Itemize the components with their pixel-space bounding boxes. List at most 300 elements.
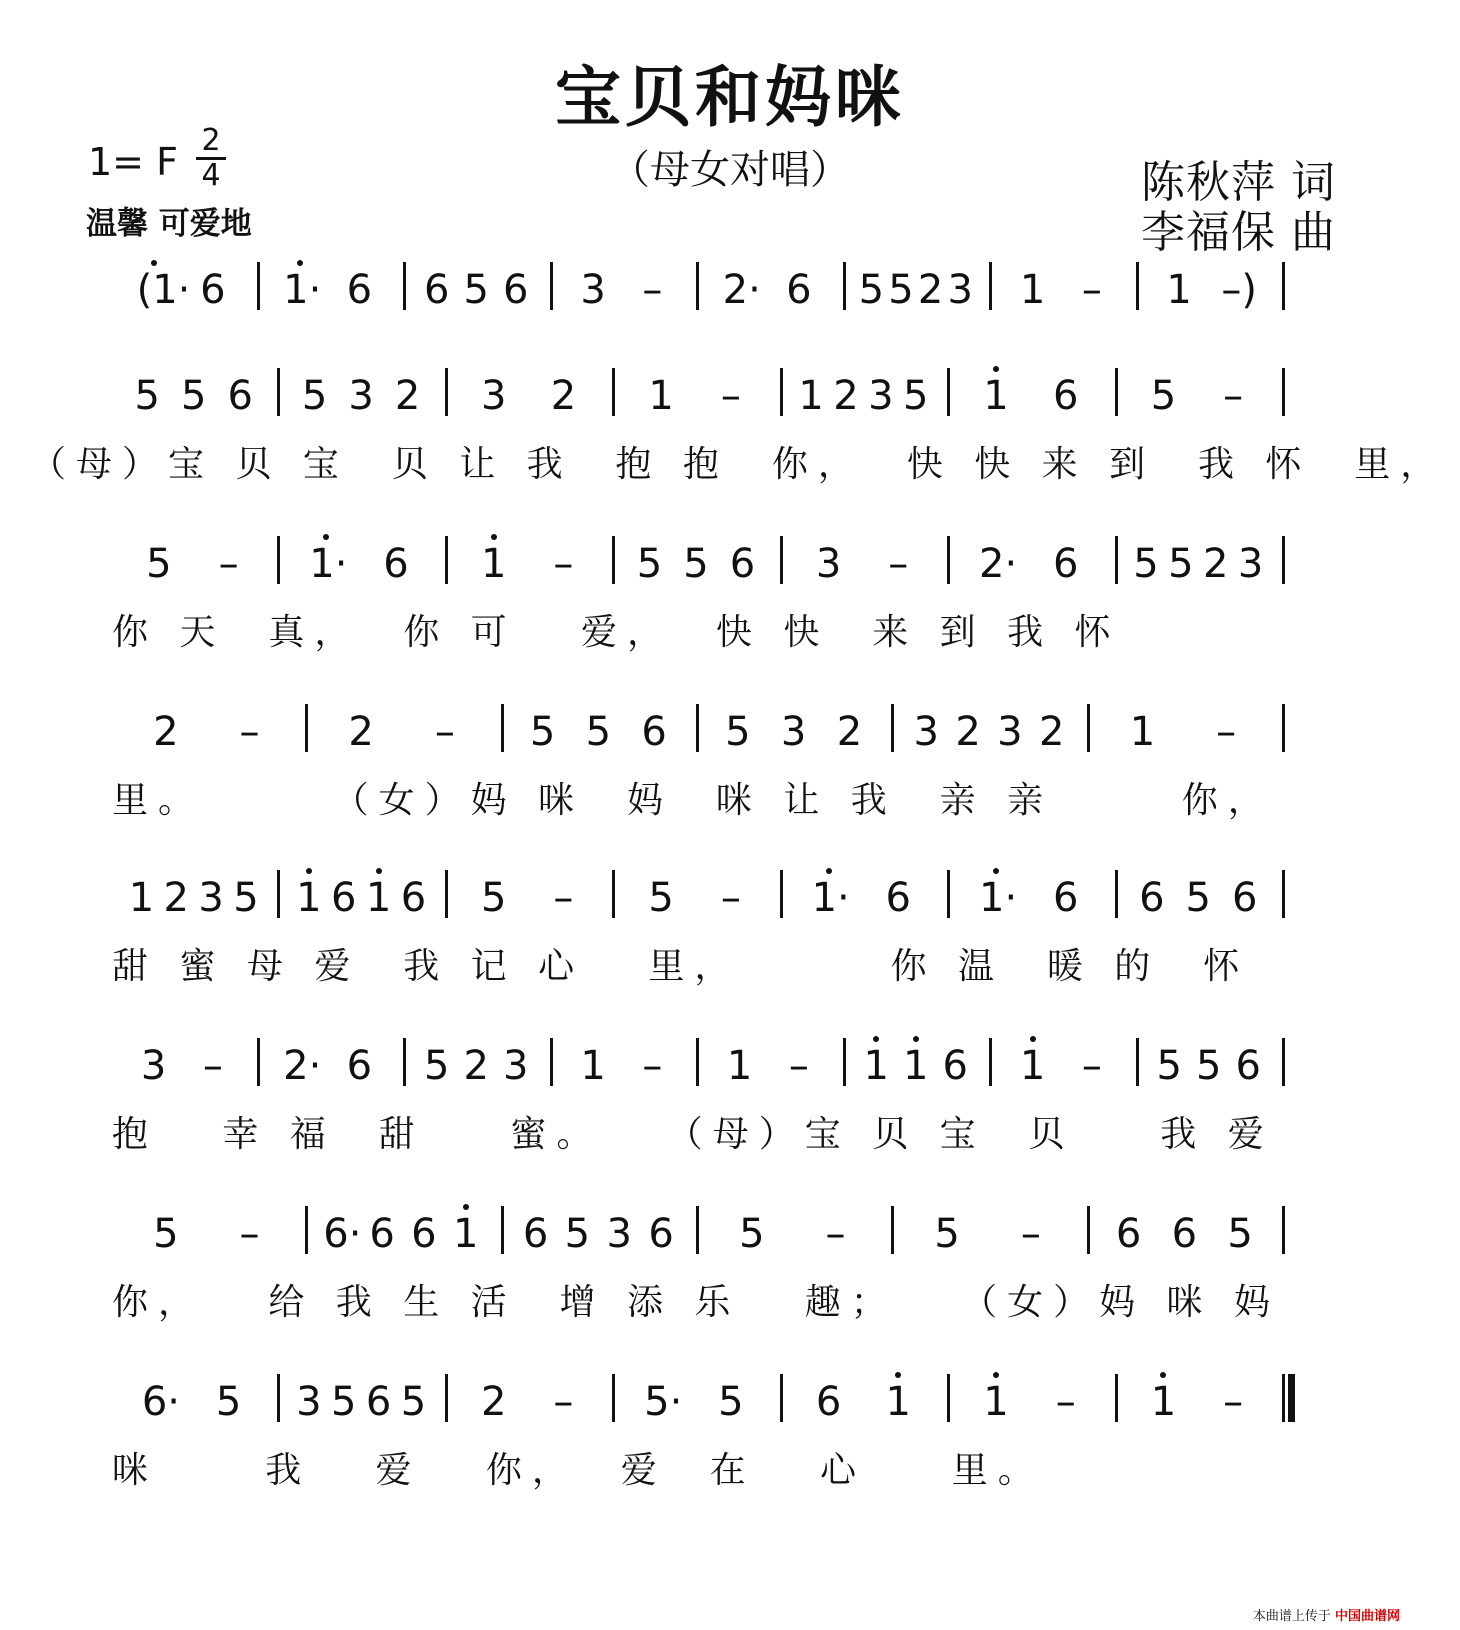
note [777, 709, 811, 755]
note [1152, 1043, 1186, 1089]
note-glyph: 6 [1235, 1043, 1261, 1089]
note [951, 709, 985, 755]
note [519, 1211, 553, 1257]
note [1164, 541, 1198, 587]
note-glyph: 1 [1129, 709, 1156, 755]
note [477, 875, 511, 921]
note [342, 1043, 376, 1089]
note-glyph: 2 [836, 709, 863, 755]
note [721, 709, 755, 755]
note-glyph: 1 [648, 373, 674, 419]
final-barline [1288, 1374, 1295, 1422]
note [323, 1211, 362, 1257]
note [635, 1043, 669, 1089]
note [342, 267, 376, 313]
note-glyph: 6 [1052, 373, 1079, 419]
note [811, 875, 850, 921]
note-glyph: 2 [955, 709, 981, 755]
note-glyph: 5 [480, 875, 507, 921]
note [292, 1379, 326, 1425]
note-glyph: – [1081, 1043, 1102, 1089]
note [159, 875, 193, 921]
note [1221, 267, 1257, 313]
barline [277, 368, 280, 416]
note [1049, 373, 1083, 419]
barline [947, 1374, 950, 1422]
note [477, 1379, 511, 1425]
note [212, 541, 246, 587]
barline [277, 1374, 280, 1422]
high-octave-dot [463, 1204, 469, 1210]
note-glyph: 1 [983, 373, 1009, 419]
note-glyph: 6 [383, 541, 409, 587]
note-glyph: 5 [134, 373, 160, 419]
note [283, 1043, 322, 1089]
barline [501, 704, 504, 752]
barline [612, 536, 615, 584]
high-octave-dot [297, 260, 303, 266]
note [1234, 541, 1268, 587]
note [194, 875, 228, 921]
note [196, 267, 230, 313]
barline [1136, 262, 1139, 310]
high-octave-dot [913, 1036, 919, 1042]
note-glyph: 6 [885, 875, 911, 921]
note-glyph: 2· [283, 1043, 322, 1089]
barline [947, 368, 950, 416]
note [725, 541, 759, 587]
note-glyph: – [1055, 1379, 1076, 1425]
note-glyph: 3 [997, 709, 1023, 755]
note-glyph: 1 [863, 1043, 889, 1089]
tempo-marking: 温馨 可爱地 [86, 206, 252, 242]
barline [1282, 1038, 1285, 1086]
song-title: 宝贝和妈咪 [555, 59, 905, 136]
note-glyph: – [888, 541, 909, 587]
note-glyph: 5· [644, 1379, 683, 1425]
barline [947, 536, 950, 584]
note-glyph: 5 [400, 1379, 427, 1425]
note-glyph: 5 [463, 267, 489, 313]
barline [1136, 1038, 1139, 1086]
note [407, 1211, 441, 1257]
note [449, 1211, 483, 1257]
note [499, 1043, 533, 1089]
note [477, 373, 511, 419]
note-glyph: (1· [136, 267, 191, 313]
note-glyph: 1 [726, 1043, 753, 1089]
note-glyph: 6 [411, 1211, 437, 1257]
note [1075, 1043, 1109, 1089]
note-glyph: 6 [346, 1043, 373, 1089]
note-glyph: 3 [606, 1211, 632, 1257]
note-glyph: 5 [888, 267, 914, 313]
note [396, 875, 430, 921]
note-glyph: 3 [913, 709, 939, 755]
note [177, 373, 211, 419]
note-glyph: – [720, 875, 741, 921]
note-glyph: 3 [947, 267, 973, 313]
note [979, 373, 1013, 419]
note [832, 709, 866, 755]
barline [1087, 704, 1090, 752]
note-glyph: 5 [330, 1379, 357, 1425]
note-glyph: 6 [227, 373, 253, 419]
high-octave-dot [993, 1372, 999, 1378]
footer-upload-text: 本曲谱上传于 [1252, 1609, 1331, 1624]
note-glyph: 1 [365, 875, 392, 921]
note [993, 709, 1027, 755]
barline [445, 536, 448, 584]
note [420, 1043, 454, 1089]
note-glyph: 3 [1237, 541, 1264, 587]
note [722, 267, 761, 313]
note-glyph: 6· [323, 1211, 362, 1257]
note [396, 1379, 430, 1425]
note-glyph: 5 [1156, 1043, 1182, 1089]
note-glyph: 5 [902, 373, 929, 419]
lyric-line: 你， 给 我 生 活 增 添 乐 趣； （女）妈 咪 妈 [112, 1282, 1280, 1323]
note [149, 709, 183, 755]
note [723, 1043, 757, 1089]
barline [501, 1206, 504, 1254]
note-glyph: 5 [1185, 875, 1211, 921]
barline [1282, 1206, 1285, 1254]
barline [445, 870, 448, 918]
high-octave-dot [323, 534, 329, 540]
note-glyph: 5 [683, 541, 709, 587]
note-glyph: – [1223, 373, 1244, 419]
note [1016, 1043, 1050, 1089]
note-glyph: 5 [718, 1379, 744, 1425]
note [420, 267, 454, 313]
barline [1115, 1374, 1118, 1422]
note [428, 709, 462, 755]
note [365, 1211, 399, 1257]
barline [989, 262, 992, 310]
barline [305, 704, 308, 752]
note-glyph: 3 [868, 373, 894, 419]
note-glyph: 5 [1168, 541, 1194, 587]
barline [780, 870, 783, 918]
note [714, 875, 748, 921]
note-glyph: 1 [580, 1043, 606, 1089]
note-glyph: 5 [153, 1211, 179, 1257]
note-glyph: 2 [833, 373, 859, 419]
note [864, 373, 898, 419]
note-glyph: 6 [1052, 541, 1079, 587]
note [819, 1211, 853, 1257]
note-glyph: 6 [729, 541, 756, 587]
barline [1115, 536, 1118, 584]
barline [780, 1374, 783, 1422]
note [1223, 1211, 1257, 1257]
note-glyph: 3 [140, 1043, 167, 1089]
note [1181, 875, 1215, 921]
note-glyph: 3 [580, 267, 606, 313]
note-glyph: 5 [180, 373, 207, 419]
barline [780, 536, 783, 584]
barline [257, 1038, 260, 1086]
note [899, 373, 933, 419]
note [327, 1379, 361, 1425]
note [560, 1211, 594, 1257]
site-logo: 中国曲谱网 [1334, 1609, 1400, 1624]
note-glyph: 5 [1133, 541, 1159, 587]
note [576, 267, 610, 313]
note [782, 1043, 816, 1089]
note-glyph: 2 [394, 373, 421, 419]
footer-watermark [1253, 1605, 1400, 1624]
note [344, 373, 378, 419]
lyric-line: 里。 （女）妈 咪 妈 咪 让 我 亲 亲 你， [112, 780, 1274, 821]
note [137, 1043, 171, 1089]
barline [612, 870, 615, 918]
barline [550, 262, 553, 310]
high-octave-dot [151, 260, 157, 266]
note [881, 875, 915, 921]
note [391, 373, 425, 419]
note-glyph: 1 [885, 1379, 911, 1425]
note-glyph: 5 [1150, 373, 1177, 419]
note [909, 709, 943, 755]
time-signature-top: 2 [201, 123, 221, 158]
note-glyph: 5 [1227, 1211, 1253, 1257]
note-glyph: 6· [141, 1379, 181, 1425]
note-glyph: 3 [503, 1043, 529, 1089]
note-glyph: 2 [463, 1043, 489, 1089]
note-glyph: 2 [1202, 541, 1229, 587]
note-glyph: 1 [903, 1043, 929, 1089]
lyricist-credit: 陈秋萍 词 [1141, 157, 1336, 208]
note-glyph: 3 [780, 709, 807, 755]
barline [612, 1374, 615, 1422]
note [581, 709, 615, 755]
high-octave-dot [826, 868, 832, 874]
note [899, 1043, 933, 1089]
barline [277, 870, 280, 918]
note [714, 1379, 748, 1425]
note [1135, 875, 1169, 921]
note [637, 709, 671, 755]
note-glyph: – [218, 541, 239, 587]
barline [891, 704, 894, 752]
note-glyph: 3 [198, 875, 224, 921]
note [379, 541, 413, 587]
note-glyph: 6 [942, 1043, 968, 1089]
note [546, 1379, 580, 1425]
note [938, 1043, 972, 1089]
note [859, 1043, 893, 1089]
note [1112, 1211, 1146, 1257]
lyric-line: 抱 幸 福 甜 蜜。 （母）宝 贝 宝 贝 我 爱 [112, 1114, 1274, 1155]
note-glyph: 1· [309, 541, 348, 587]
barline [780, 368, 783, 416]
note-glyph: 6 [346, 267, 373, 313]
note [1146, 1379, 1180, 1425]
note-glyph: 2 [480, 1379, 507, 1425]
barline [612, 368, 615, 416]
note [794, 373, 828, 419]
note-glyph: 1 [453, 1211, 479, 1257]
note-glyph: 6 [424, 267, 450, 313]
note-glyph: 2 [163, 875, 189, 921]
barline [445, 368, 448, 416]
note-glyph: – [202, 1043, 223, 1089]
barline [305, 1206, 308, 1254]
note [362, 1379, 396, 1425]
note-glyph: 3 [348, 373, 374, 419]
note [309, 541, 348, 587]
barline [1282, 704, 1285, 752]
note [142, 541, 176, 587]
barline [403, 1038, 406, 1086]
barline [696, 1206, 699, 1254]
note [1049, 1379, 1083, 1425]
note-glyph: 5 [301, 373, 328, 419]
note-glyph: 2 [550, 373, 577, 419]
note-glyph: – [1216, 709, 1237, 755]
note-glyph: 6 [1232, 875, 1258, 921]
high-octave-dot [376, 868, 382, 874]
note [635, 267, 669, 313]
note-glyph: 1 [1166, 267, 1192, 313]
note [881, 541, 915, 587]
high-octave-dot [1160, 1372, 1166, 1378]
barline [1282, 1374, 1285, 1422]
note-glyph: 1 [983, 1379, 1009, 1425]
barline [1115, 870, 1118, 918]
barline [403, 262, 406, 310]
barline [550, 1038, 553, 1086]
note [292, 875, 326, 921]
high-octave-dot [491, 534, 497, 540]
note-glyph: – [642, 1043, 663, 1089]
note [644, 1379, 683, 1425]
note-glyph: 6 [1115, 1211, 1142, 1257]
note-glyph: – [642, 267, 663, 313]
note-glyph: – [825, 1211, 846, 1257]
note [1129, 541, 1163, 587]
note [576, 1043, 610, 1089]
note-glyph: 5 [529, 709, 556, 755]
note [130, 373, 164, 419]
high-octave-dot [993, 868, 999, 874]
barline [257, 262, 260, 310]
time-signature-bottom: 4 [201, 158, 221, 193]
note [327, 875, 361, 921]
note [1162, 267, 1196, 313]
note [223, 373, 257, 419]
barline [1282, 262, 1285, 310]
note-glyph: 6 [369, 1211, 395, 1257]
note [1016, 267, 1050, 313]
note-glyph: 6 [641, 709, 667, 755]
note-glyph: 2· [722, 267, 761, 313]
lyric-line: 咪 我 爱 你， 爱 在 心 里。 [112, 1450, 1044, 1491]
note-glyph: – [239, 709, 260, 755]
note-glyph: 2 [917, 267, 944, 313]
note-glyph: 6 [1171, 1211, 1198, 1257]
note [1126, 709, 1160, 755]
composer-credit: 李福保 曲 [1141, 207, 1336, 258]
note-glyph: – [788, 1043, 809, 1089]
note [344, 709, 378, 755]
note-glyph: – [434, 709, 455, 755]
note-glyph: 1 [1019, 267, 1046, 313]
note [1146, 373, 1180, 419]
note-glyph: 5 [564, 1211, 591, 1257]
note-glyph: 3 [815, 541, 842, 587]
note-glyph: 1 [1019, 1043, 1046, 1089]
note-glyph: –) [1221, 267, 1257, 313]
note-glyph: 5 [934, 1211, 960, 1257]
note [546, 373, 580, 419]
note [233, 709, 267, 755]
song-subtitle: （母女对唱） [610, 147, 850, 193]
note [979, 541, 1018, 587]
note [644, 373, 678, 419]
barline [696, 704, 699, 752]
note [1049, 541, 1083, 587]
note-glyph: 6 [786, 267, 812, 313]
note-glyph: – [553, 541, 574, 587]
note-glyph: 6 [1052, 875, 1079, 921]
note [943, 267, 977, 313]
note-glyph: 5 [215, 1379, 242, 1425]
note-glyph: 5 [233, 875, 259, 921]
barline [696, 262, 699, 310]
note [1216, 373, 1250, 419]
note-glyph: 6 [330, 875, 357, 921]
note [1231, 1043, 1265, 1089]
note-glyph: 1· [283, 267, 322, 313]
note-glyph: 5 [146, 541, 172, 587]
note [298, 373, 332, 419]
note-glyph: 6 [648, 1211, 674, 1257]
note-glyph: 1 [128, 875, 155, 921]
note-glyph: – [1223, 1379, 1244, 1425]
barline [989, 1038, 992, 1086]
note-glyph: – [1081, 267, 1102, 313]
barline [696, 1038, 699, 1086]
note-glyph: 6 [200, 267, 226, 313]
barline [891, 1206, 894, 1254]
note [881, 1379, 915, 1425]
barline [1282, 536, 1285, 584]
note-glyph: 6 [365, 1379, 392, 1425]
note [546, 541, 580, 587]
note-glyph: 1 [296, 875, 322, 921]
note [1049, 875, 1083, 921]
barline [1115, 368, 1118, 416]
note [1192, 1043, 1226, 1089]
note [602, 1211, 636, 1257]
note-glyph: 1 [1150, 1379, 1177, 1425]
note-glyph: 6 [503, 267, 529, 313]
note [149, 1211, 183, 1257]
barline [947, 870, 950, 918]
note [136, 267, 191, 313]
barline [843, 1038, 846, 1086]
note [735, 1211, 769, 1257]
note-glyph: 1· [979, 875, 1018, 921]
key-signature: 1= F [88, 140, 178, 184]
note-glyph: 3 [480, 373, 507, 419]
note-glyph: 6 [522, 1211, 549, 1257]
note [212, 1379, 246, 1425]
high-octave-dot [306, 868, 312, 874]
